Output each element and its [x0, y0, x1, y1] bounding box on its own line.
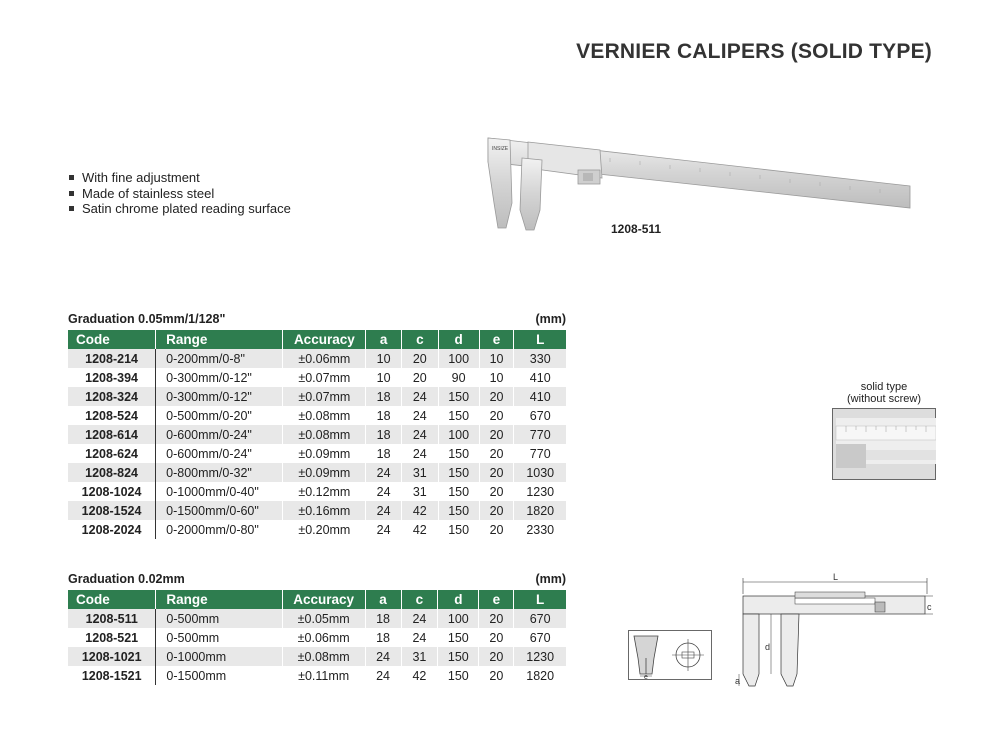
cell-range: 0-500mm/0-20" — [156, 406, 283, 425]
cell-acc: ±0.06mm — [282, 628, 365, 647]
col-header-accuracy: Accuracy — [283, 330, 366, 349]
cell-e: 20 — [479, 463, 514, 482]
spec-table-1 — [68, 330, 566, 539]
cell-d: 150 — [438, 387, 479, 406]
dim-label-d: d — [765, 642, 771, 652]
col-header-a: a — [366, 330, 402, 349]
graduation-label: Graduation 0.05mm/1/128" — [68, 312, 226, 326]
cell-c: 20 — [401, 368, 438, 387]
cell-acc: ±0.07mm — [283, 368, 366, 387]
graduation-heading-2 — [68, 572, 566, 586]
cell-acc: ±0.06mm — [283, 349, 366, 368]
caliper-product-image — [470, 128, 940, 238]
graduation-label: Graduation 0.02mm — [68, 572, 185, 586]
cell-c: 24 — [401, 387, 438, 406]
cell-range: 0-500mm — [156, 628, 282, 647]
cell-c: 42 — [401, 501, 438, 520]
cell-L: 1230 — [514, 647, 566, 666]
cell-e: 20 — [479, 628, 514, 647]
feature-item: Satin chrome plated reading surface — [68, 201, 291, 217]
cell-a: 24 — [366, 482, 402, 501]
cell-a: 18 — [366, 387, 402, 406]
cell-code: 1208-1024 — [68, 482, 156, 501]
cell-c: 24 — [401, 609, 438, 628]
cell-c: 24 — [401, 406, 438, 425]
cell-acc: ±0.05mm — [282, 609, 365, 628]
table-row — [68, 647, 566, 666]
table-row — [68, 628, 566, 647]
cell-c: 24 — [401, 444, 438, 463]
col-header-d: d — [438, 330, 479, 349]
cell-e: 10 — [479, 368, 514, 387]
feature-item: With fine adjustment — [68, 170, 291, 186]
col-header-c: c — [401, 330, 438, 349]
cell-a: 24 — [365, 647, 401, 666]
table-row — [68, 501, 566, 520]
dim-label-a: a — [735, 676, 741, 686]
cell-a: 10 — [366, 349, 402, 368]
cell-acc: ±0.08mm — [282, 647, 365, 666]
cell-L: 410 — [514, 387, 566, 406]
cell-L: 330 — [514, 349, 566, 368]
feature-list — [68, 170, 291, 217]
cell-c: 24 — [401, 628, 438, 647]
cell-c: 42 — [401, 666, 438, 685]
col-header-range: Range — [156, 590, 282, 609]
cell-range: 0-500mm — [156, 609, 282, 628]
cell-a: 18 — [366, 444, 402, 463]
dim-label-L: L — [833, 572, 839, 582]
hero-model-label: 1208-511 — [611, 222, 662, 236]
col-header-code: Code — [68, 330, 156, 349]
cell-L: 770 — [514, 425, 566, 444]
col-header-code: Code — [68, 590, 156, 609]
cell-acc: ±0.20mm — [283, 520, 366, 539]
cell-acc: ±0.07mm — [283, 387, 366, 406]
table-row — [68, 444, 566, 463]
cell-d: 150 — [438, 482, 479, 501]
cell-e: 20 — [479, 387, 514, 406]
cell-L: 1820 — [514, 501, 566, 520]
cell-acc: ±0.08mm — [283, 425, 366, 444]
solid-type-caption — [832, 381, 936, 405]
cell-d: 100 — [438, 349, 479, 368]
cell-L: 670 — [514, 609, 566, 628]
cell-d: 150 — [438, 628, 479, 647]
cell-c: 31 — [401, 463, 438, 482]
cell-L: 1230 — [526, 484, 555, 499]
cell-code: 1208-2024 — [68, 520, 156, 539]
table-row — [68, 425, 566, 444]
cell-a: 24 — [365, 666, 401, 685]
cell-e: 20 — [479, 425, 514, 444]
solid-type-closeup-image — [832, 408, 936, 480]
cell-code: 1208-1521 — [68, 666, 156, 685]
cell-range: 0-300mm/0-12" — [156, 368, 283, 387]
cell-e: 20 — [479, 501, 514, 520]
caption-line: (without screw) — [847, 393, 921, 405]
cell-d: 100 — [438, 609, 479, 628]
cell-range: 0-300mm/0-12" — [156, 387, 283, 406]
cell-L: 670 — [529, 630, 551, 645]
cell-e: 20 — [479, 609, 514, 628]
cell-code: 1208-524 — [68, 406, 156, 425]
jaw-detail-diagram — [628, 630, 712, 680]
cell-c: 24 — [401, 425, 438, 444]
cell-c: 42 — [401, 520, 438, 539]
cell-L: 1030 — [514, 463, 566, 482]
dimension-diagram — [735, 570, 935, 690]
table-row — [68, 666, 566, 685]
cell-e: 20 — [479, 444, 514, 463]
cell-e: 20 — [479, 520, 514, 539]
caption-line: solid type — [860, 381, 908, 393]
table-row — [68, 349, 566, 368]
cell-c: 31 — [401, 647, 438, 666]
cell-code: 1208-394 — [68, 368, 156, 387]
unit-label: (mm) — [535, 312, 566, 326]
cell-acc: ±0.09mm — [283, 444, 366, 463]
table-row — [68, 520, 566, 539]
col-header-a: a — [365, 590, 401, 609]
cell-code: 1208-511 — [68, 609, 156, 628]
cell-d: 150 — [438, 666, 479, 685]
cell-code: 1208-521 — [68, 628, 156, 647]
cell-acc: ±0.12mm — [283, 482, 366, 501]
unit-label: (mm) — [535, 572, 566, 586]
cell-range: 0-200mm/0-8" — [156, 349, 283, 368]
table-row — [68, 482, 566, 501]
col-header-e: e — [479, 330, 514, 349]
col-header-e: e — [479, 590, 514, 609]
cell-code: 1208-624 — [68, 444, 156, 463]
table-row — [68, 368, 566, 387]
table-header-row — [68, 330, 566, 349]
col-header-accuracy: Accuracy — [282, 590, 365, 609]
cell-e: 20 — [479, 647, 514, 666]
cell-d: 150 — [438, 501, 479, 520]
cell-acc: ±0.16mm — [283, 501, 366, 520]
dim-label-e: e — [644, 674, 648, 680]
col-header-L: L — [514, 590, 566, 609]
col-header-range: Range — [156, 330, 283, 349]
feature-item: Made of stainless steel — [68, 186, 291, 202]
cell-a: 18 — [366, 406, 402, 425]
cell-range: 0-600mm/0-24" — [156, 425, 283, 444]
cell-d: 150 — [438, 444, 479, 463]
cell-c: 20 — [401, 349, 438, 368]
cell-acc: ±0.11mm — [282, 666, 365, 685]
cell-L: 770 — [529, 446, 551, 461]
cell-range: 0-600mm/0-24" — [156, 444, 283, 463]
cell-code: 1208-1021 — [68, 647, 156, 666]
cell-a: 18 — [365, 609, 401, 628]
graduation-heading-1 — [68, 312, 566, 326]
cell-a: 24 — [366, 520, 402, 539]
table-header-row — [68, 590, 566, 609]
cell-d: 150 — [438, 647, 479, 666]
cell-d: 150 — [438, 520, 479, 539]
col-header-d: d — [438, 590, 479, 609]
cell-acc: ±0.09mm — [283, 463, 366, 482]
cell-code: 1208-1524 — [68, 501, 156, 520]
cell-e: 20 — [479, 482, 514, 501]
cell-code: 1208-214 — [68, 349, 156, 368]
table-row — [68, 609, 566, 628]
cell-range: 0-1000mm — [156, 647, 282, 666]
cell-a: 18 — [366, 425, 402, 444]
cell-c: 31 — [401, 482, 438, 501]
cell-d: 90 — [438, 368, 479, 387]
cell-acc: ±0.08mm — [283, 406, 366, 425]
cell-e: 20 — [479, 406, 514, 425]
col-header-L: L — [514, 330, 566, 349]
cell-a: 10 — [366, 368, 402, 387]
cell-code: 1208-824 — [68, 463, 156, 482]
table-row — [68, 463, 566, 482]
cell-a: 24 — [366, 463, 402, 482]
cell-code: 1208-324 — [68, 387, 156, 406]
brand-engraving: INSIZE — [492, 146, 509, 152]
cell-e: 20 — [479, 666, 514, 685]
cell-range: 0-1500mm/0-60" — [156, 501, 283, 520]
cell-a: 18 — [365, 628, 401, 647]
cell-range: 0-2000mm/0-80" — [156, 520, 283, 539]
table-row — [68, 406, 566, 425]
cell-d: 150 — [438, 463, 479, 482]
col-header-c: c — [401, 590, 438, 609]
page-title: VERNIER CALIPERS (SOLID TYPE) — [576, 40, 932, 63]
cell-range: 0-800mm/0-32" — [156, 463, 283, 482]
dim-label-c: c — [927, 602, 932, 612]
cell-L: 410 — [529, 370, 551, 385]
cell-range: 0-1500mm — [156, 666, 282, 685]
cell-code: 1208-614 — [68, 425, 156, 444]
cell-L: 2330 — [526, 522, 555, 537]
cell-L: 670 — [529, 408, 551, 423]
cell-e: 10 — [479, 349, 514, 368]
cell-range: 0-1000mm/0-40" — [156, 482, 283, 501]
cell-a: 24 — [366, 501, 402, 520]
cell-d: 150 — [438, 406, 479, 425]
table-row — [68, 387, 566, 406]
spec-table-2 — [68, 590, 566, 685]
cell-L: 1820 — [526, 668, 555, 683]
cell-d: 100 — [438, 425, 479, 444]
